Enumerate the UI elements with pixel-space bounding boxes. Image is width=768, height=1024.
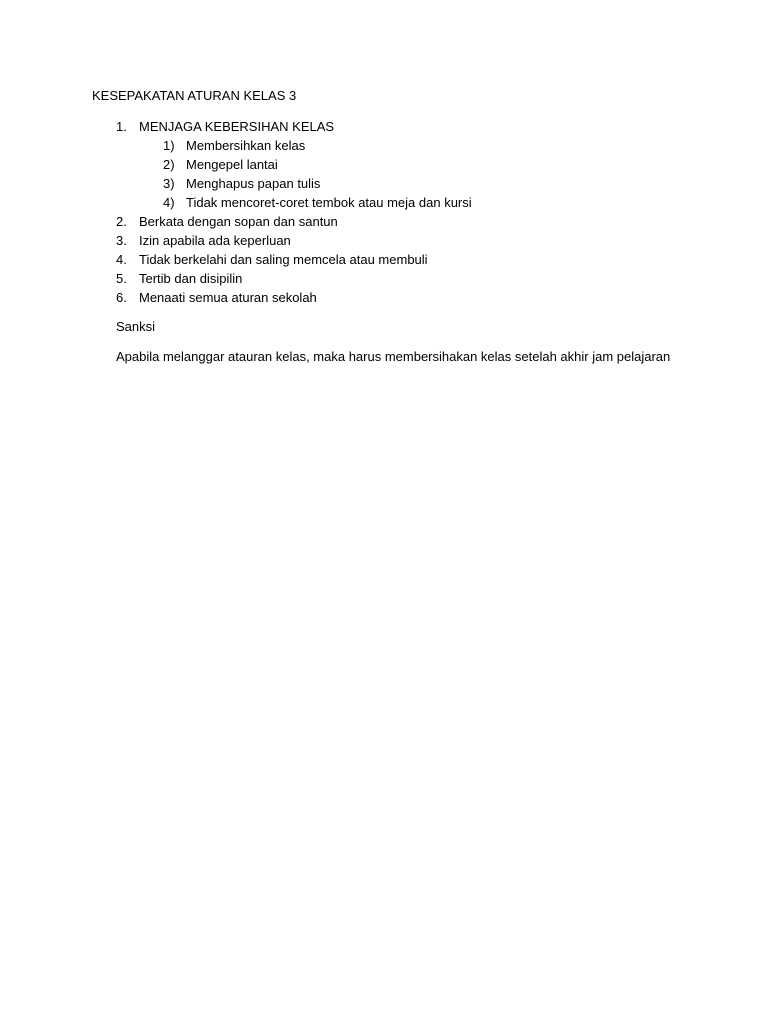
cleanliness-sublist (139, 136, 732, 212)
subrule-number: 4) (163, 195, 175, 210)
rule-item-3 (92, 231, 732, 250)
rule-number: 5. (116, 271, 127, 286)
rule-item-4 (92, 250, 732, 269)
subrule-number: 2) (163, 157, 175, 172)
subrule-number: 3) (163, 176, 175, 191)
rule-number: 1. (116, 119, 127, 134)
rule-number: 3. (116, 233, 127, 248)
rule-text: Berkata dengan sopan dan santun (139, 214, 338, 229)
sanction-paragraph: Apabila melanggar atauran kelas, maka harus membersihakan kelas setelah akhir jam pelajaran (116, 349, 671, 364)
rule-text: MENJAGA KEBERSIHAN KELAS (139, 119, 335, 134)
subrule-item-1 (139, 136, 732, 155)
rule-number: 2. (116, 214, 127, 229)
subrule-text: Membersihkan kelas (186, 138, 306, 153)
rule-text: Tertib dan disipilin (139, 271, 243, 286)
rule-item-2 (92, 212, 732, 231)
document-title: KESEPAKATAN ATURAN KELAS 3 (92, 88, 297, 103)
rule-item-6 (92, 288, 732, 307)
subrule-text: Tidak mencoret-coret tembok atau meja dan kursi (186, 195, 472, 210)
sanction-heading: Sanksi (116, 319, 156, 334)
rule-number: 6. (116, 290, 127, 305)
rule-item-5 (92, 269, 732, 288)
subrule-item-2 (139, 155, 732, 174)
rule-text: Menaati semua aturan sekolah (139, 290, 317, 305)
rule-number: 4. (116, 252, 127, 267)
rule-item-1 (92, 117, 732, 212)
subrule-number: 1) (163, 138, 175, 153)
rule-text: Izin apabila ada keperluan (139, 233, 291, 248)
rule-text: Tidak berkelahi dan saling memcela atau membuli (139, 252, 428, 267)
subrule-item-4 (139, 193, 732, 212)
subrule-item-3 (139, 174, 732, 193)
subrule-text: Menghapus papan tulis (186, 176, 321, 191)
rules-list (92, 117, 732, 307)
subrule-text: Mengepel lantai (186, 157, 278, 172)
